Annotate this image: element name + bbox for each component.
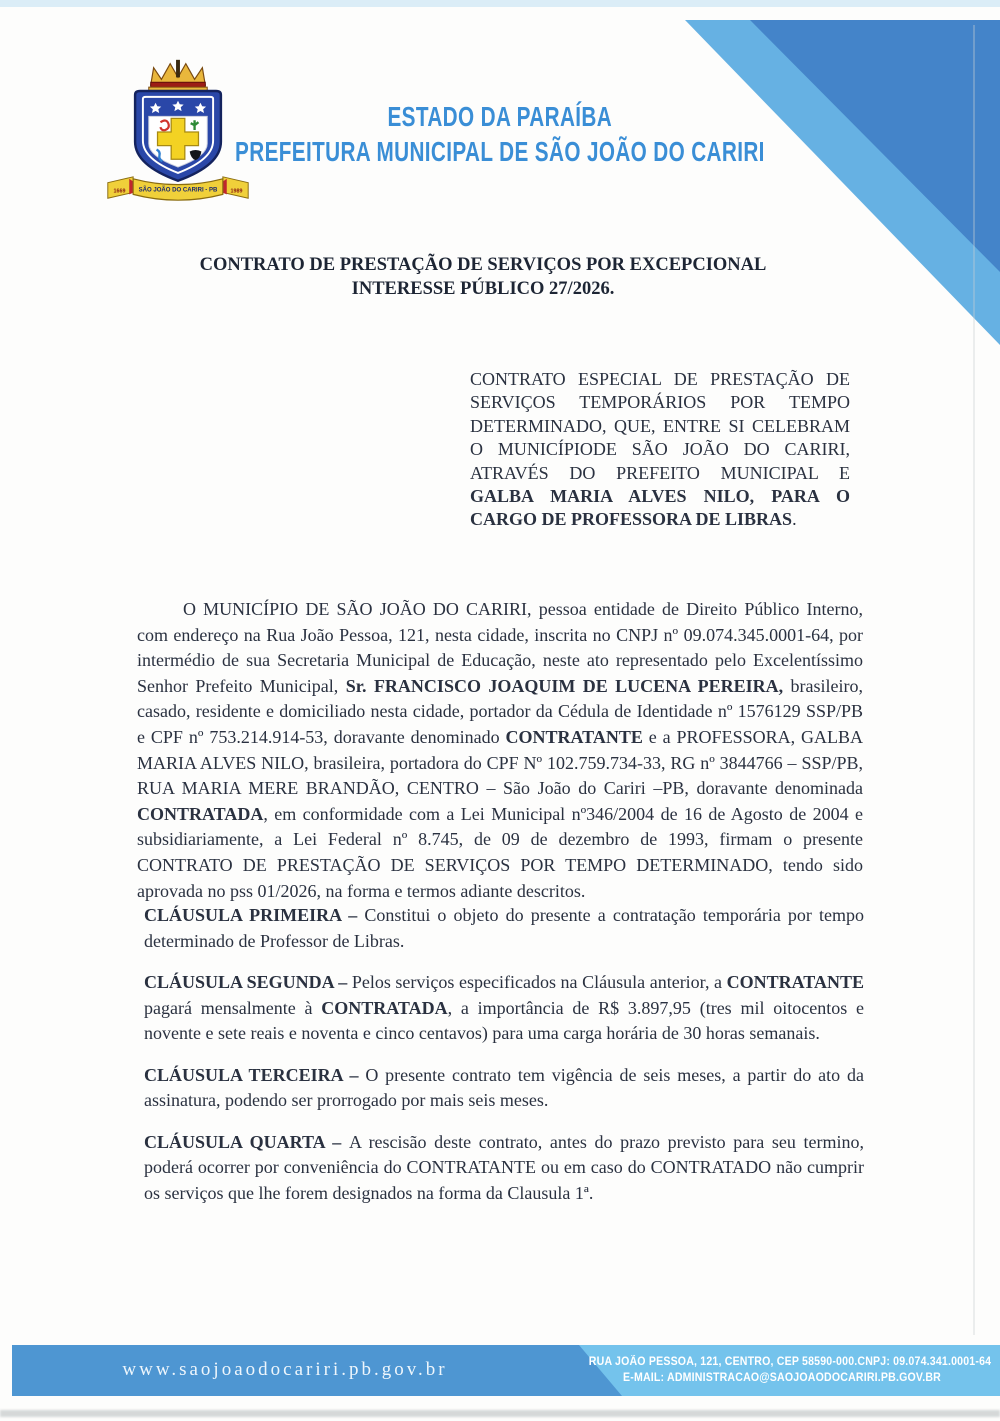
clause-primeira: CLÁUSULA PRIMEIRA – Constitui o objeto do presente a contratação temporária por tempo determinado de Professor de Libras.: [144, 905, 864, 951]
footer-address: [572, 1354, 992, 1386]
footer-address-line1: RUA JOÃO PESSOA, 121, CENTRO, CEP 58590-000.CNPJ: 09.074.341.0001-64: [588, 1356, 992, 1368]
footer-address-line2: E-MAIL: ADMINISTRACAO@SAOJOAODOCARIRI.PB.GOV.BR: [623, 1372, 941, 1384]
letterhead-state-line: ESTADO DA PARAÍBA: [387, 101, 613, 132]
document-title-line2: INTERESSE PÚBLICO 27/2026.: [351, 279, 615, 299]
clause-segunda: CLÁUSULA SEGUNDA – Pelos serviços especificados na Cláusula anterior, a CONTRATANTE pagará mensalmente à CONTRATADA, a importância de R$ 3.897,95 (tres mil oitocentos e novente e sete reais e noventa e cinco centavos) para uma carga horária de 30 horas semanais.: [144, 972, 864, 1043]
crest-ribbon-text: SÃO JOÃO DO CARIRI - PB: [138, 187, 218, 194]
clause-quarta: CLÁUSULA QUARTA – A rescisão deste contrato, antes do prazo previsto para seu termino, poderá ocorrer por conveniência do CONTRATANTE ou em caso do CONTRATADO não cumprir os serviços que lhe forem designados na forma da Clausula 1ª.: [144, 1131, 864, 1203]
letterhead-municipality-line: PREFEITURA MUNICIPAL DE SÃO JOÃO DO CARIRI: [235, 136, 765, 167]
scan-artifact-line: [973, 25, 975, 1335]
preamble-paragraph: O MUNICÍPIO DE SÃO JOÃO DO CARIRI, pessoa entidade de Direito Público Interno, com endereço na Rua João Pessoa, 121, nesta cidade, inscrita no CNPJ nº 09.074.345.0001-64, por intermédio de sua Secretaria Municipal de Educação, neste ato representado pelo Excelentíssimo Senhor Prefeito Municipal, Sr. FRANCISCO JOAQUIM DE LUCENA PEREIRA, brasileiro, casado, residente e domiciliado nesta cidade, portador da Cédula de Identidade nº 1576129 SSP/PB e CPF nº 753.214.914-53, doravante denominado CONTRATANTE e a PROFESSORA, GALBA MARIA ALVES NILO, brasileira, portadora do CPF Nº 102.759.734-33, RG nº 3844766 – SSP/PB, RUA MARIA MERE BRANDÃO, CENTRO – São João do Cariri –PB, doravante denominada CONTRATADA, em conformidade com a Lei Municipal nº346/2004 de 16 de Agosto de 2004 e subsidiariamente, a Lei Federal nº 8.745, de 09 de dezembro de 1993, firmam o presente CONTRATO DE PRESTAÇÃO DE SERVIÇOS POR TEMPO DETERMINADO, tendo sido aprovada no pss 01/2026, na forma e termos adiante descritos.: [137, 599, 863, 901]
footer-website: www.saojoaodocariri.pb.gov.br: [122, 1359, 448, 1380]
clause-terceira: CLÁUSULA TERCEIRA – O presente contrato tem vigência de seis meses, a partir do ato da assinatura, podendo ser prorrogado por mais seis meses.: [144, 1064, 864, 1110]
letterhead: [140, 102, 860, 172]
crest-year-left: 1669: [113, 188, 126, 195]
document-title-line1: CONTRATO DE PRESTAÇÃO DE SERVIÇOS POR EXCEPCIONAL: [199, 255, 767, 275]
crest-year-right: 1989: [230, 188, 243, 195]
scan-bottom-edge: [0, 1410, 1000, 1417]
footer-bar: [12, 1345, 1000, 1396]
recital-block: CONTRATO ESPECIAL DE PRESTAÇÃO DE SERVIÇOS TEMPORÁRIOS POR TEMPO DETERMINADO, QUE, ENTRE SI CELEBRAM O MUNICÍPIODE SÃO JOÃO DO CARIRI, ATRAVÉS DO PREFEITO MUNICIPAL E GALBA MARIA ALVES NILO, PARA O CARGO DE PROFESSORA DE LIBRAS.: [470, 369, 850, 530]
clauses-section: [144, 903, 864, 1222]
document-title: [120, 253, 846, 301]
